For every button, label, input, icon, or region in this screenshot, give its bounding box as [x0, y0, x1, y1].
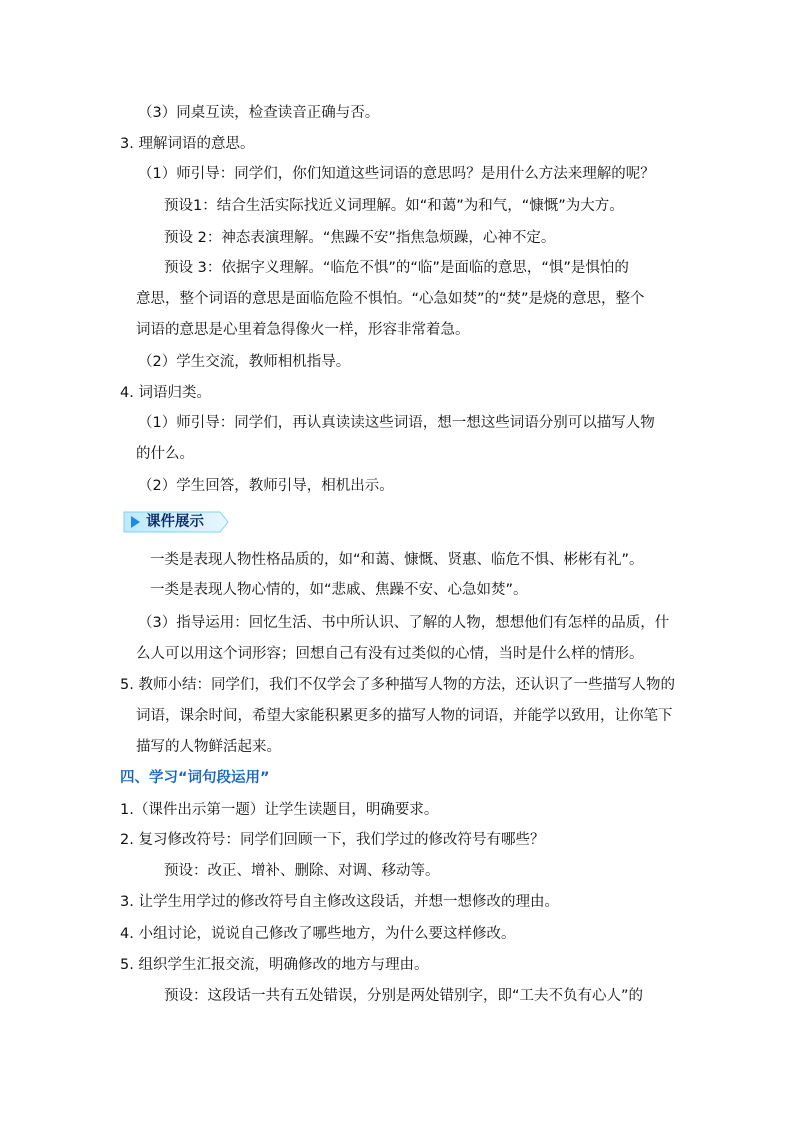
text-line: 1.（课件出示第一题）让学生读题目，明确要求。 [120, 802, 439, 818]
text-line: 预设1：结合生活实际找近义词理解。如“和蔼”为和气，“慷慨”为大方。 [164, 198, 624, 214]
text-line: 预设：这段话一共有五处错误，分别是两处错别字，即“工夫不负有心人”的 [164, 988, 644, 1004]
text-line: 词语的意思是心里着急得像火一样，形容非常着急。 [136, 322, 470, 338]
text-line: （2）学生交流，教师相机指导。 [138, 354, 351, 370]
text-line: 预设：改正、增补、删除、对调、移动等。 [164, 863, 440, 879]
text-line: 3. 理解词语的意思。 [120, 136, 255, 152]
text-line: 一类是表现人物心情的，如“悲戚、焦躁不安、心急如焚”。 [150, 582, 528, 598]
text-line: 5. 教师小结：同学们，我们不仅学会了多种描写人物的方法，还认识了一些描写人物的 [120, 677, 675, 693]
text-line: 5. 组织学生汇报交流，明确修改的地方与理由。 [120, 957, 429, 973]
text-line: 词语，课余时间，希望大家能积累更多的描写人物的词语，并能学以致用，让你笔下 [136, 708, 673, 724]
text-line: （3）指导运用：回忆生活、书中所认识、了解的人物，想想他们有怎样的品质，什 [138, 615, 670, 631]
text-line: 4. 词语归类。 [120, 385, 211, 401]
text-line: 预设 2：神态表演理解。“焦躁不安”指焦急烦躁，心神不定。 [164, 230, 556, 246]
text-line: （2）学生回答，教师引导，相机出示。 [138, 478, 394, 494]
text-line: （1）师引导：同学们，你们知道这些词语的意思吗？是用什么方法来理解的呢？ [138, 166, 655, 182]
text-line: （1）师引导：同学们，再认真读读这些词语，想一想这些词语分别可以描写人物 [138, 415, 655, 431]
text-line: 描写的人物鲜活起来。 [136, 739, 281, 755]
text-line: 3. 让学生用学过的修改符号自主修改这段话，并想一想修改的理由。 [120, 894, 559, 910]
text-line: 一类是表现人物性格品质的，如“和蔼、慷慨、贤惠、临危不惧、彬彬有礼”。 [150, 552, 644, 568]
text-line: 预设 3：依据字义理解。“临危不惧”的“临”是面临的意思，“惧”是惧怕的 [164, 260, 629, 276]
text-line: 意思，整个词语的意思是面临危险不惧怕。“心急如焚”的“焚”是烧的意思，整个 [136, 291, 645, 307]
text-line: 2. 复习修改符号：同学们回顾一下，我们学过的修改符号有哪些？ [120, 832, 545, 848]
text-line: 4. 小组讨论，说说自己修改了哪些地方，为什么要这样修改。 [120, 926, 516, 942]
section-heading: 四、学习“词句段运用” [120, 770, 270, 786]
text-line: 么人可以用这个词形容；回想自己有没有过类似的心情，当时是什么样的情形。 [136, 646, 644, 662]
badge-label: 课件展示 [146, 514, 204, 530]
text-line: 的什么。 [136, 446, 194, 462]
text-line: （3）同桌互读，检查读音正确与否。 [138, 105, 380, 121]
